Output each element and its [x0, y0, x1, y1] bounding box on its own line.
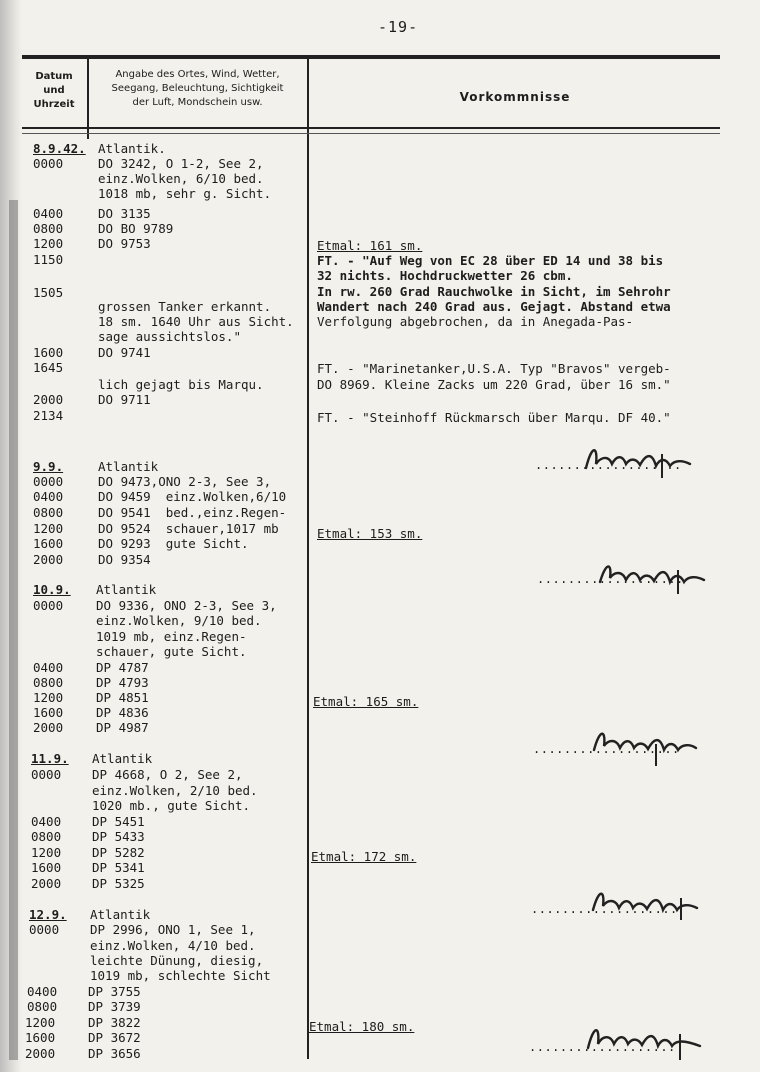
- location-cell: DO 9741: [98, 345, 151, 360]
- event-line: FT. - "Auf Weg von EC 28 über ED 14 und 38 bis: [317, 253, 664, 268]
- time-cell: 0400: [33, 660, 64, 675]
- event-line: 32 nichts. Hochdruckwetter 26 cbm.: [317, 268, 573, 283]
- signature-steinhoff: [585, 884, 705, 924]
- event-line: Wandert nach 240 Grad aus. Gejagt. Abstand etwa: [317, 299, 671, 314]
- signature-steinhoff: [592, 556, 712, 596]
- location-cell: 1018 mb, sehr g. Sicht.: [98, 186, 272, 201]
- signature-line: ...................: [537, 572, 684, 586]
- location-cell: Atlantik: [96, 582, 157, 597]
- etmal-12-9: Etmal: 180 sm.: [309, 1019, 415, 1034]
- signature-line: ...................: [535, 458, 682, 472]
- time-cell: 0000: [33, 156, 64, 171]
- location-cell: leichte Dünung, diesig,: [90, 953, 264, 968]
- location-cell: DP 5433: [92, 829, 145, 844]
- time-cell: 2000: [25, 1046, 56, 1061]
- event-line: FT. - "Steinhoff Rückmarsch über Marqu. DF 40.": [317, 410, 671, 425]
- time-cell: 0000: [31, 767, 62, 782]
- header-events: Vorkommnisse: [459, 90, 571, 104]
- time-cell: 0400: [33, 489, 64, 504]
- location-cell: DO 9293 gute Sicht.: [98, 536, 249, 551]
- signature-steinhoff: [578, 440, 698, 480]
- location-cell: DP 5282: [92, 845, 145, 860]
- header-rule: [22, 127, 720, 129]
- time-cell: 0000: [33, 474, 64, 489]
- location-cell: einz.Wolken, 9/10 bed.: [96, 613, 262, 628]
- signature-line: ...................: [531, 902, 678, 916]
- time-cell: 1600: [31, 860, 62, 875]
- time-cell: 1505: [33, 285, 64, 300]
- time-cell: 0000: [33, 598, 64, 613]
- location-cell: sage aussichtslos.": [98, 329, 241, 344]
- location-cell: DP 4836: [96, 705, 149, 720]
- location-cell: 1019 mb, schlechte Sicht: [90, 968, 271, 983]
- location-cell: 1019 mb, einz.Regen-: [96, 629, 247, 644]
- time-cell: 2000: [33, 392, 64, 407]
- event-line: DO 8969. Kleine Zacks um 220 Grad, über 16 sm.": [317, 377, 671, 392]
- date-12-9: 12.9.: [29, 907, 67, 922]
- location-cell: Atlantik: [92, 751, 153, 766]
- event-line: In rw. 260 Grad Rauchwolke in Sicht, im Sehrohr: [317, 284, 671, 299]
- location-cell: DO 9711: [98, 392, 151, 407]
- location-cell: DP 5341: [92, 860, 145, 875]
- location-cell: DP 5451: [92, 814, 145, 829]
- location-cell: grossen Tanker erkannt.: [98, 299, 272, 314]
- location-cell: DO 3242, O 1-2, See 2,: [98, 156, 264, 171]
- time-cell: 1600: [25, 1030, 56, 1045]
- etmal-9-9: Etmal: 153 sm.: [317, 526, 423, 541]
- location-cell: einz.Wolken, 2/10 bed.: [92, 783, 258, 798]
- time-cell: 2000: [33, 720, 64, 735]
- time-cell: 0000: [29, 922, 60, 937]
- location-cell: DP 3656: [88, 1046, 141, 1061]
- location-cell: schauer, gute Sicht.: [96, 644, 247, 659]
- location-cell: DP 4793: [96, 675, 149, 690]
- location-cell: DP 5325: [92, 876, 145, 891]
- header-date-time: Datum und Uhrzeit: [33, 71, 75, 110]
- location-cell: 1020 mb., gute Sicht.: [92, 798, 251, 813]
- location-cell: DO 9459 einz.Wolken,6/10: [98, 489, 287, 504]
- location-cell: DO 9473,ONO 2-3, See 3,: [98, 474, 272, 489]
- top-rule: [22, 55, 720, 59]
- time-cell: 1200: [33, 521, 64, 536]
- time-cell: 1200: [31, 845, 62, 860]
- page-number: -19-: [378, 18, 419, 36]
- location-cell: DP 4787: [96, 660, 149, 675]
- location-cell: DO 9753: [98, 236, 151, 251]
- time-cell: 1600: [33, 536, 64, 551]
- signature-steinhoff: [586, 724, 706, 768]
- location-cell: DO 9541 bed.,einz.Regen-: [98, 505, 287, 520]
- time-cell: 2000: [33, 552, 64, 567]
- time-cell: 2000: [31, 876, 62, 891]
- location-cell: Atlantik: [98, 459, 159, 474]
- location-cell: Atlantik: [90, 907, 151, 922]
- location-cell: DO 9354: [98, 552, 151, 567]
- date-9-9: 9.9.: [33, 459, 64, 474]
- location-cell: einz.Wolken, 4/10 bed.: [90, 938, 256, 953]
- time-cell: 0400: [31, 814, 62, 829]
- location-cell: einz.Wolken, 6/10 bed.: [98, 171, 264, 186]
- location-cell: DP 3755: [88, 984, 141, 999]
- location-cell: DP 2996, ONO 1, See 1,: [90, 922, 256, 937]
- time-cell: 0400: [27, 984, 58, 999]
- location-cell: DP 3739: [88, 999, 141, 1014]
- date-8-9-42: 8.9.42.: [33, 141, 86, 156]
- time-cell: 0400: [33, 206, 64, 221]
- etmal-10-9: Etmal: 165 sm.: [313, 694, 419, 709]
- time-cell: 1150: [33, 252, 64, 267]
- location-column-divider: [307, 59, 309, 1059]
- etmal-8-9: Etmal: 161 sm.: [317, 238, 423, 253]
- signature-line: ...................: [533, 742, 680, 756]
- signature-steinhoff: [580, 1020, 710, 1064]
- location-cell: 18 sm. 1640 Uhr aus Sicht.: [98, 314, 294, 329]
- time-cell: 1200: [33, 690, 64, 705]
- location-cell: DP 4851: [96, 690, 149, 705]
- time-cell: 1200: [25, 1015, 56, 1030]
- location-cell: DP 4987: [96, 720, 149, 735]
- location-cell: DO 9336, ONO 2-3, See 3,: [96, 598, 277, 613]
- event-line: FT. - "Marinetanker,U.S.A. Typ "Bravos" vergeb-: [317, 361, 671, 376]
- etmal-11-9: Etmal: 172 sm.: [311, 849, 417, 864]
- location-cell: DO 3135: [98, 206, 151, 221]
- signature-line: ...................: [529, 1040, 676, 1054]
- location-cell: DP 3822: [88, 1015, 141, 1030]
- time-cell: 1600: [33, 705, 64, 720]
- location-cell: lich gejagt bis Marqu.: [98, 377, 264, 392]
- time-cell: 0800: [33, 221, 64, 236]
- location-cell: DO BO 9789: [98, 221, 174, 236]
- event-line: Verfolgung abgebrochen, da in Anegada-Pas-: [317, 314, 634, 329]
- header-rule-secondary: [22, 133, 720, 134]
- location-cell: DP 3672: [88, 1030, 141, 1045]
- time-cell: 0800: [31, 829, 62, 844]
- time-cell: 0800: [33, 675, 64, 690]
- time-cell: 0800: [33, 505, 64, 520]
- time-cell: 0800: [27, 999, 58, 1014]
- date-11-9: 11.9.: [31, 751, 69, 766]
- location-cell: DP 4668, O 2, See 2,: [92, 767, 243, 782]
- time-cell: 1645: [33, 360, 64, 375]
- time-cell: 1600: [33, 345, 64, 360]
- location-8-9-heading: Atlantik.: [98, 141, 166, 156]
- location-cell: DO 9524 schauer,1017 mb: [98, 521, 279, 536]
- binding-shadow: [9, 200, 18, 1060]
- time-cell: 2134: [33, 408, 64, 423]
- date-10-9: 10.9.: [33, 582, 71, 597]
- time-cell: 1200: [33, 236, 64, 251]
- header-location-weather: Angabe des Ortes, Wind, Wetter, Seegang, Beleuchtung, Sichtigkeit der Luft, Mondschein usw.: [111, 69, 284, 108]
